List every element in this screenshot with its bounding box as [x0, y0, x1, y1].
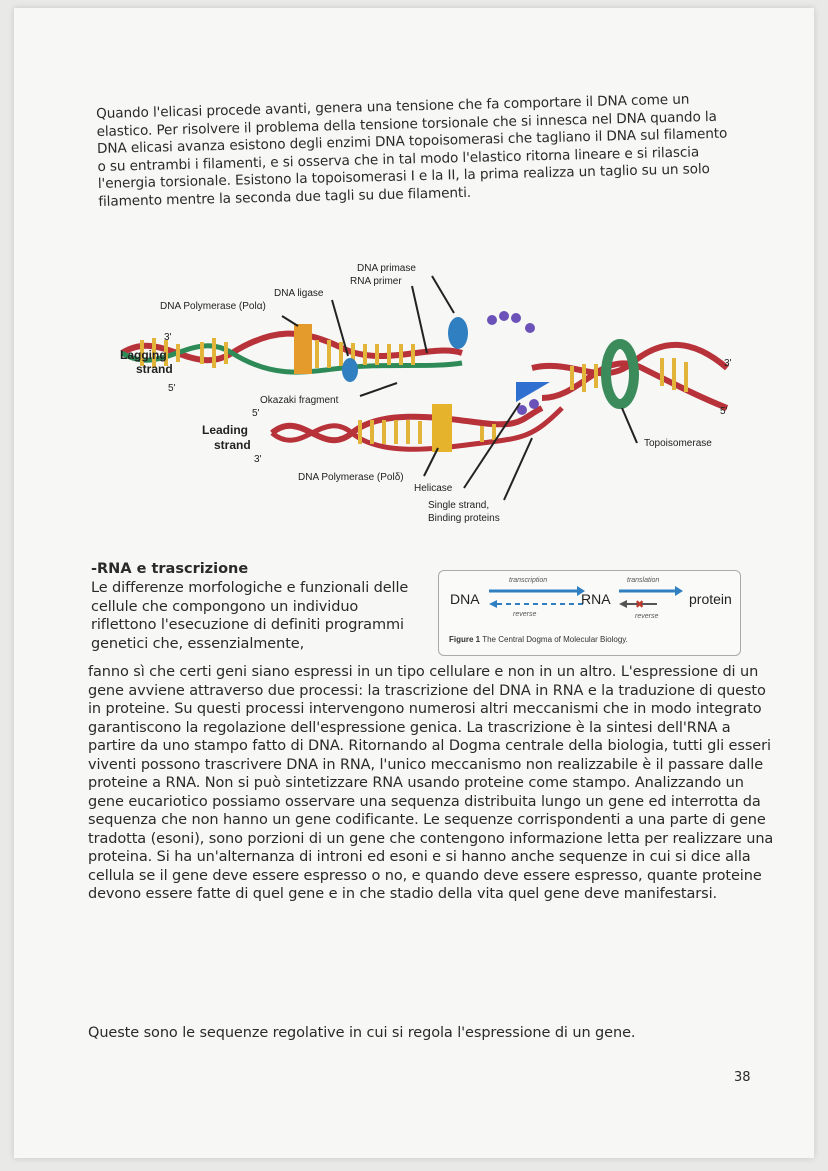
dogma-translation: translation [627, 577, 660, 584]
ligase-shape [342, 358, 358, 382]
svg-text:✖: ✖ [635, 598, 645, 611]
label-pol-delta: DNA Polymerase (Polδ) [298, 472, 404, 483]
label-dna-ligase: DNA ligase [274, 288, 324, 299]
central-dogma-figure [438, 570, 741, 656]
dna-replication-diagram [102, 258, 742, 528]
paragraph-topoisomerase: Quando l'elicasi procede avanti, genera una tensione che fa comportare il DNA come un elastico. Per risolvere il problema della tensione torsionale che si innesca nel DNA quando la DNA elicasi avanza esistono degli enzimi DNA topoisomerasi che tagliano il DNA sul filamento o su entrambi i filamenti, e si osserva che in tal modo l'elastico ritorna lineare e si rilascia l'energia torsionale. Esistono la topoisomerasi I e la II, la prima realizza un taglio su un solo filamento mentre la seconda due tagli su due filamenti. [96, 91, 728, 210]
dogma-transcription: transcription [509, 577, 548, 584]
primase-shape [448, 317, 468, 349]
section-heading: -RNA e trascrizione [91, 561, 249, 577]
label-5prime-c: 5' [720, 406, 728, 417]
page [14, 8, 814, 1158]
transcription-arrows [487, 585, 587, 615]
label-5prime-b: 5' [252, 408, 260, 419]
label-lagging-1: Lagging [120, 348, 167, 362]
label-ssb-1: Single strand, [428, 500, 490, 511]
label-helicase: Helicase [414, 483, 453, 494]
pol-alpha-shape [294, 324, 312, 374]
caption-text: The Central Dogma of Molecular Biology. [482, 635, 628, 644]
label-lagging-2: strand [136, 362, 173, 376]
dogma-dna: DNA [450, 591, 480, 607]
translation-arrows [617, 585, 687, 615]
label-dna-primase: DNA primase [357, 263, 416, 274]
label-3prime-b: 3' [254, 454, 262, 465]
paragraph-rna-intro: Le differenze morfologiche e funzionali delle cellule che compongono un individuo riflettono l'esecuzione di definiti programmi genetici che, essenzialmente, [91, 580, 409, 652]
label-okazaki: Okazaki fragment [260, 395, 339, 406]
label-leading-2: strand [214, 438, 251, 452]
label-5prime-a: 5' [168, 383, 176, 394]
paragraph-regulative: Queste sono le sequenze regolative in cui si regola l'espressione di un gene. [88, 1025, 636, 1041]
page-number: 38 [734, 1070, 751, 1085]
lagging-duplex [122, 334, 462, 373]
dogma-rna: RNA [581, 591, 611, 607]
label-pol-alpha: DNA Polymerase (Polα) [160, 301, 266, 312]
figure-caption [449, 635, 628, 644]
label-topoisomerase: Topoisomerase [644, 438, 712, 449]
pol-delta-shape [432, 404, 452, 452]
label-3prime-c: 3' [724, 358, 732, 369]
dogma-reverse-1: reverse [513, 611, 537, 618]
dogma-reverse-2: reverse [635, 613, 659, 620]
label-ssb-2: Binding proteins [428, 513, 500, 524]
paragraph-rna-body: fanno sì che certi geni siano espressi in un tipo cellulare e non in un altro. L'espressione di un gene avviene attraverso due processi: la trascrizione del DNA in RNA e la traduzione di questo in proteine. Su questi processi intervengono numerosi altri meccanismi che in modo integrato garantiscono la regolazione dell'espressione genica. La trascrizione è la sintesi dell'RNA a partire da uno stampo fatto di DNA. Ritornando al Dogma centrale della biologia, tutti gli esseri viventi possono trascrivere DNA in RNA, l'unico meccanismo non realizzabile è il passare dalle proteine a RNA. Non si può sintetizzare RNA usando proteine come stampo. Analizzando un gene eucariotico possiamo osservare una sequenza distribuita lungo un gene ed interrotta da sequenza che non hanno un gene codificante. Le sequenze corrispondenti a una parte di gene tradotta (esoni), sono porzioni di un gene che contengono informazione letta per realizzare una proteina. Si ha un'alternanza di introni ed esoni e si hanno anche sequenze in cui si dice alla cellula se il gene deve essere espresso o no, e quando deve essere espresso, quante proteine devono essere fatte di quel gene e in che stadio della vita quel gene deve manifestarsi. [88, 664, 774, 902]
topoisomerase-shape [606, 344, 634, 404]
caption-figure-number: Figure 1 [449, 635, 481, 644]
label-rna-primer: RNA primer [350, 276, 402, 287]
dogma-protein: protein [689, 591, 732, 607]
ssb-proteins [487, 311, 539, 415]
label-leading-1: Leading [202, 423, 249, 437]
label-3prime-a: 3' [164, 332, 172, 343]
leading-duplex [272, 408, 562, 449]
